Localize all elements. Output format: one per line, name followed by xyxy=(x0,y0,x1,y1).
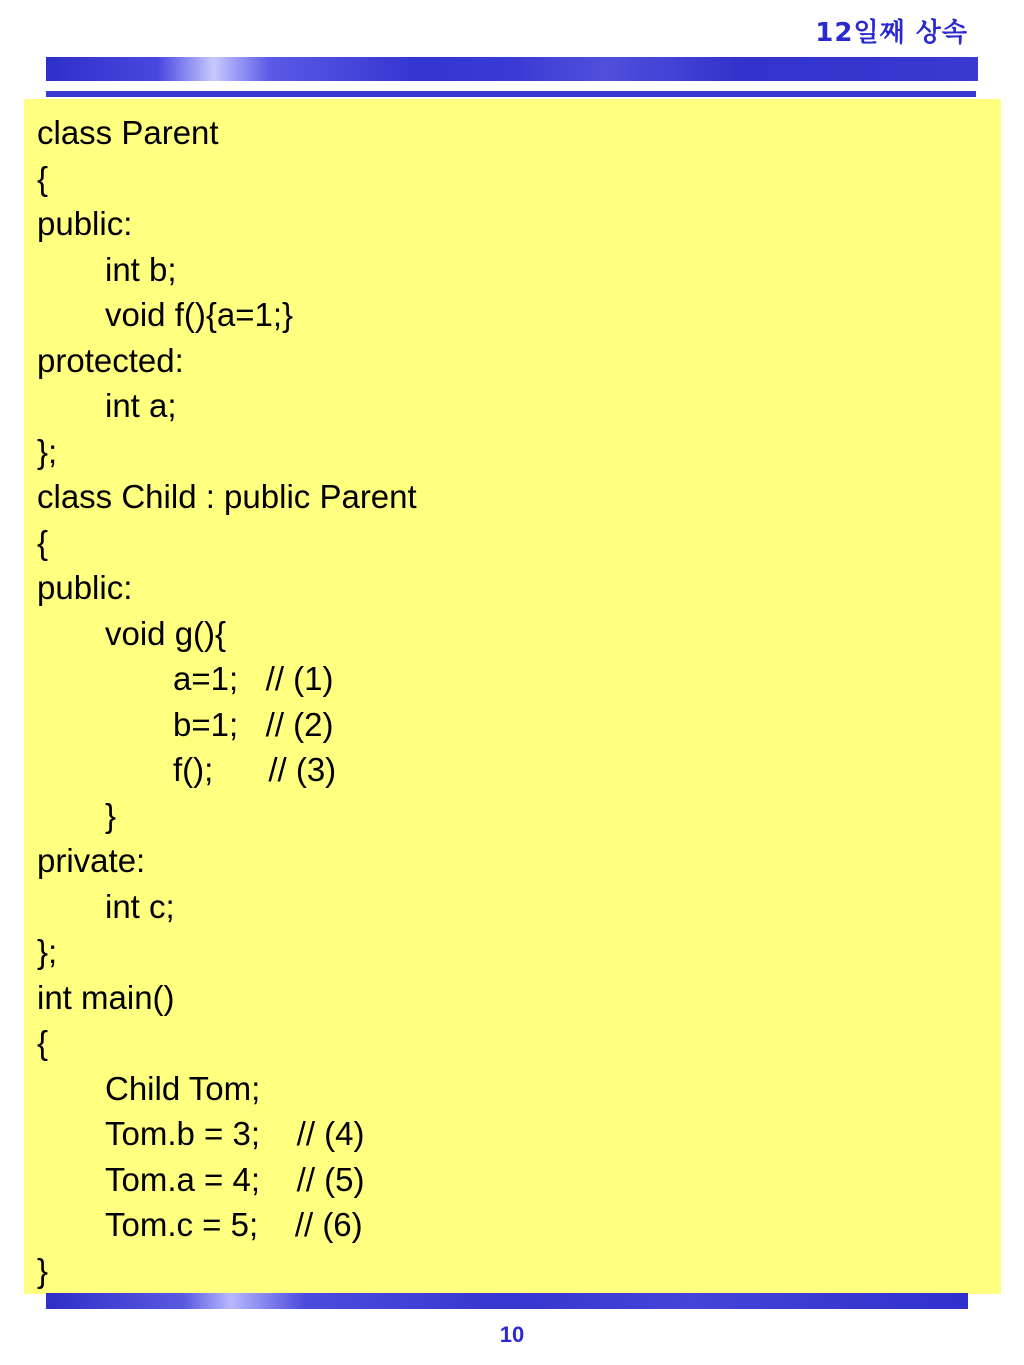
code-line: { xyxy=(37,159,49,197)
code-line: int c; xyxy=(105,887,175,925)
code-line: class Parent xyxy=(37,114,219,151)
code-line: }; xyxy=(37,933,58,970)
code-line: { xyxy=(37,523,49,561)
code-line: Child Tom; xyxy=(105,1069,261,1107)
code-line: void g(){ xyxy=(105,614,227,652)
code-line: int b; xyxy=(105,250,177,288)
footer-decorative-band xyxy=(46,1293,968,1309)
header-decorative-band xyxy=(46,57,978,81)
code-line: b=1; // (2) xyxy=(173,705,334,743)
code-line: Tom.c = 5; // (6) xyxy=(105,1206,363,1243)
code-line: void f(){a=1;} xyxy=(105,296,294,333)
code-line: public: xyxy=(37,569,133,606)
code-line: private: xyxy=(37,842,146,879)
code-line: }; xyxy=(37,432,58,470)
code-line: class Child : public Parent xyxy=(37,478,417,515)
page-number: 10 xyxy=(499,1322,525,1347)
code-line: protected: xyxy=(37,341,184,379)
code-line: int a; xyxy=(105,387,177,424)
code-line: Tom.b = 3; // (4) xyxy=(105,1115,365,1152)
code-line: } xyxy=(37,1251,49,1289)
header-divider-line xyxy=(46,91,976,97)
slide-title: 12일째 상속 xyxy=(815,18,968,48)
code-line: } xyxy=(105,796,117,834)
code-line: public: xyxy=(37,205,133,242)
code-line: Tom.a = 4; // (5) xyxy=(105,1160,365,1198)
code-line: a=1; // (1) xyxy=(173,660,334,697)
code-line: f(); // (3) xyxy=(173,751,337,788)
code-line: int main() xyxy=(37,978,175,1016)
code-block xyxy=(37,110,417,1293)
code-line: { xyxy=(37,1024,49,1061)
